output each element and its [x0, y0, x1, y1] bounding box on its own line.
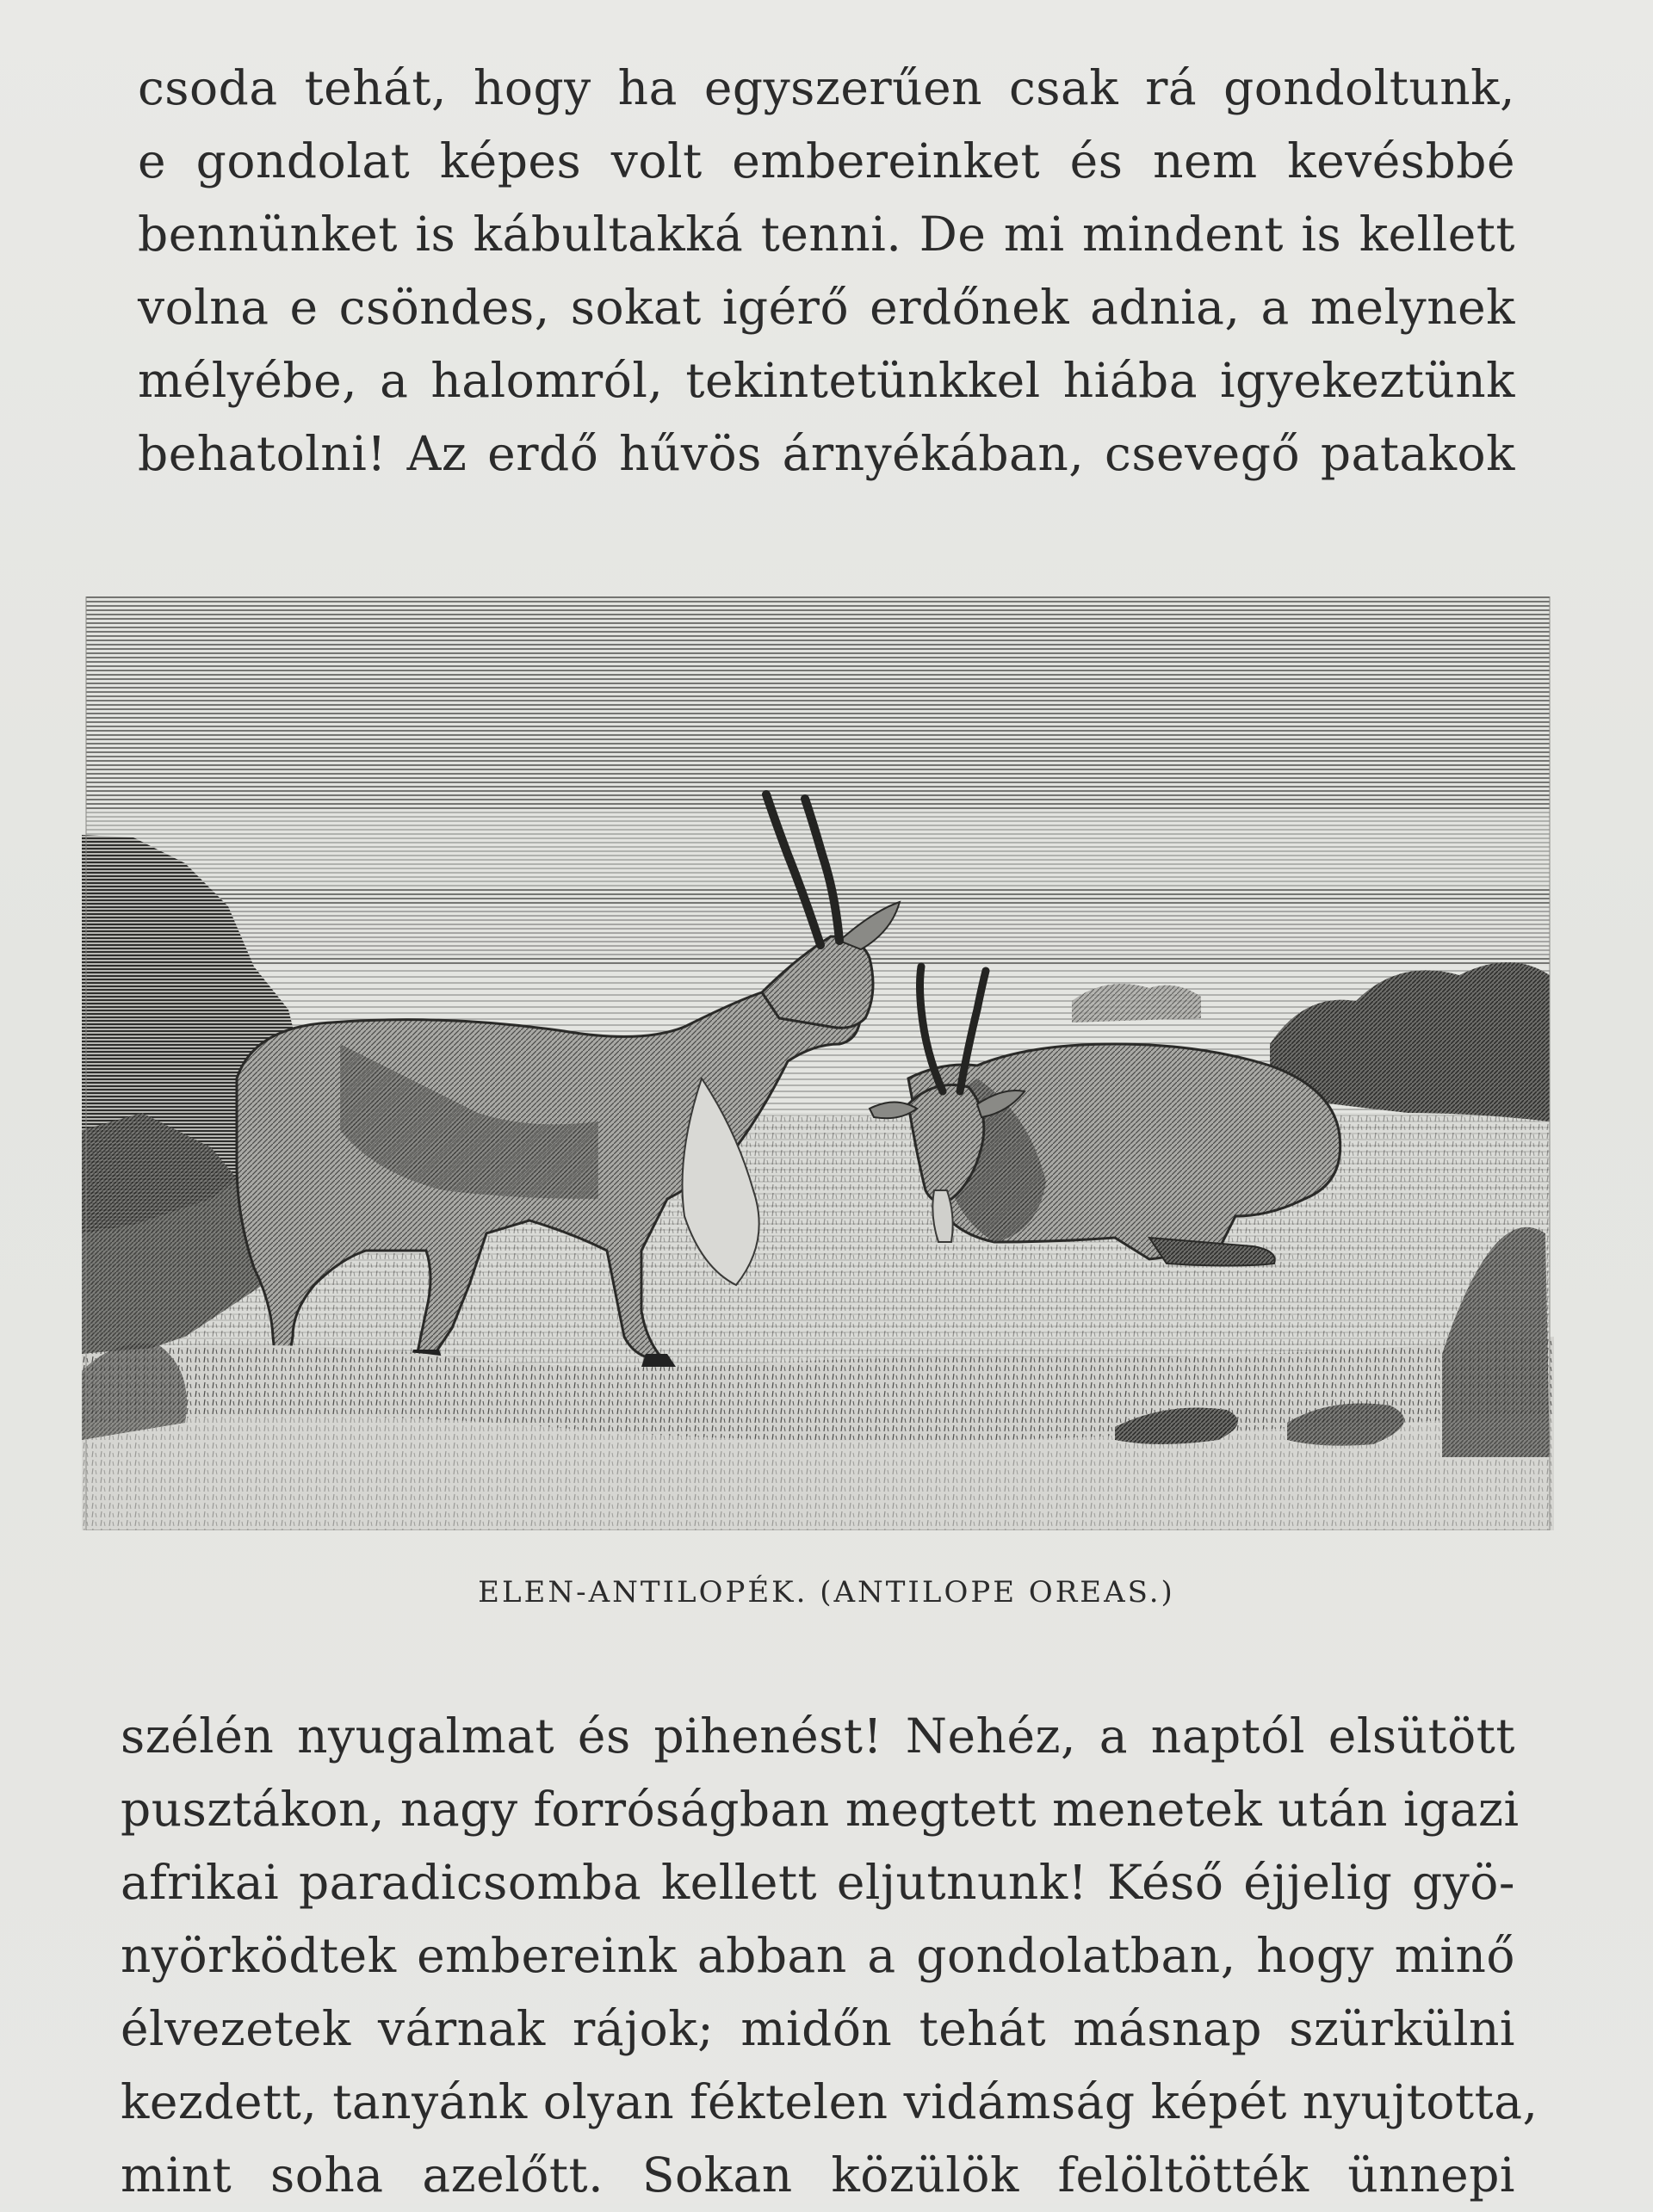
text-line: mint soha azelőtt. Sokan közülök felöltötték ünnepi [121, 2147, 1515, 2203]
text-line: élvezetek várnak rájok; midőn tehát másnap szürkülni [121, 2001, 1515, 2056]
text-line: e gondolat képes volt embereinket és nem kevésbbé [138, 133, 1515, 188]
text-line: kezdett, tanyánk olyan féktelen vidámság képét nyujtotta, [121, 2074, 1538, 2129]
text-line: behatolni! Az erdő hűvös árnyékában, csevegő patakok [138, 426, 1515, 481]
top-paragraph [138, 52, 1515, 491]
engraving-illustration [82, 596, 1554, 1530]
antelope-engraving [82, 596, 1554, 1530]
text-line: afrikai paradicsomba kellett eljutnunk! Késő éjjelig gyö- [121, 1855, 1515, 1910]
text-line: volna e csöndes, sokat igérő erdőnek adnia, a melynek [138, 280, 1515, 335]
text-line: bennünket is kábultakká tenni. De mi mindent is kellett [138, 207, 1515, 262]
text-line: mélyébe, a halomról, tekintetünkkel hiába igyekeztünk [138, 353, 1515, 408]
text-line: szélén nyugalmat és pihenést! Nehéz, a naptól elsütött [121, 1708, 1515, 1764]
text-line: csoda tehát, hogy ha egyszerűen csak rá gondoltunk, [138, 60, 1515, 115]
figure-caption: ELEN-ANTILOPÉK. (ANTILOPE OREAS.) [478, 1575, 1175, 1610]
text-line: pusztákon, nagy forróságban megtett menetek után igazi [121, 1782, 1520, 1837]
text-line: nyörködtek embereink abban a gondolatban, hogy minő [121, 1928, 1515, 1983]
bottom-paragraph [121, 1700, 1538, 2212]
